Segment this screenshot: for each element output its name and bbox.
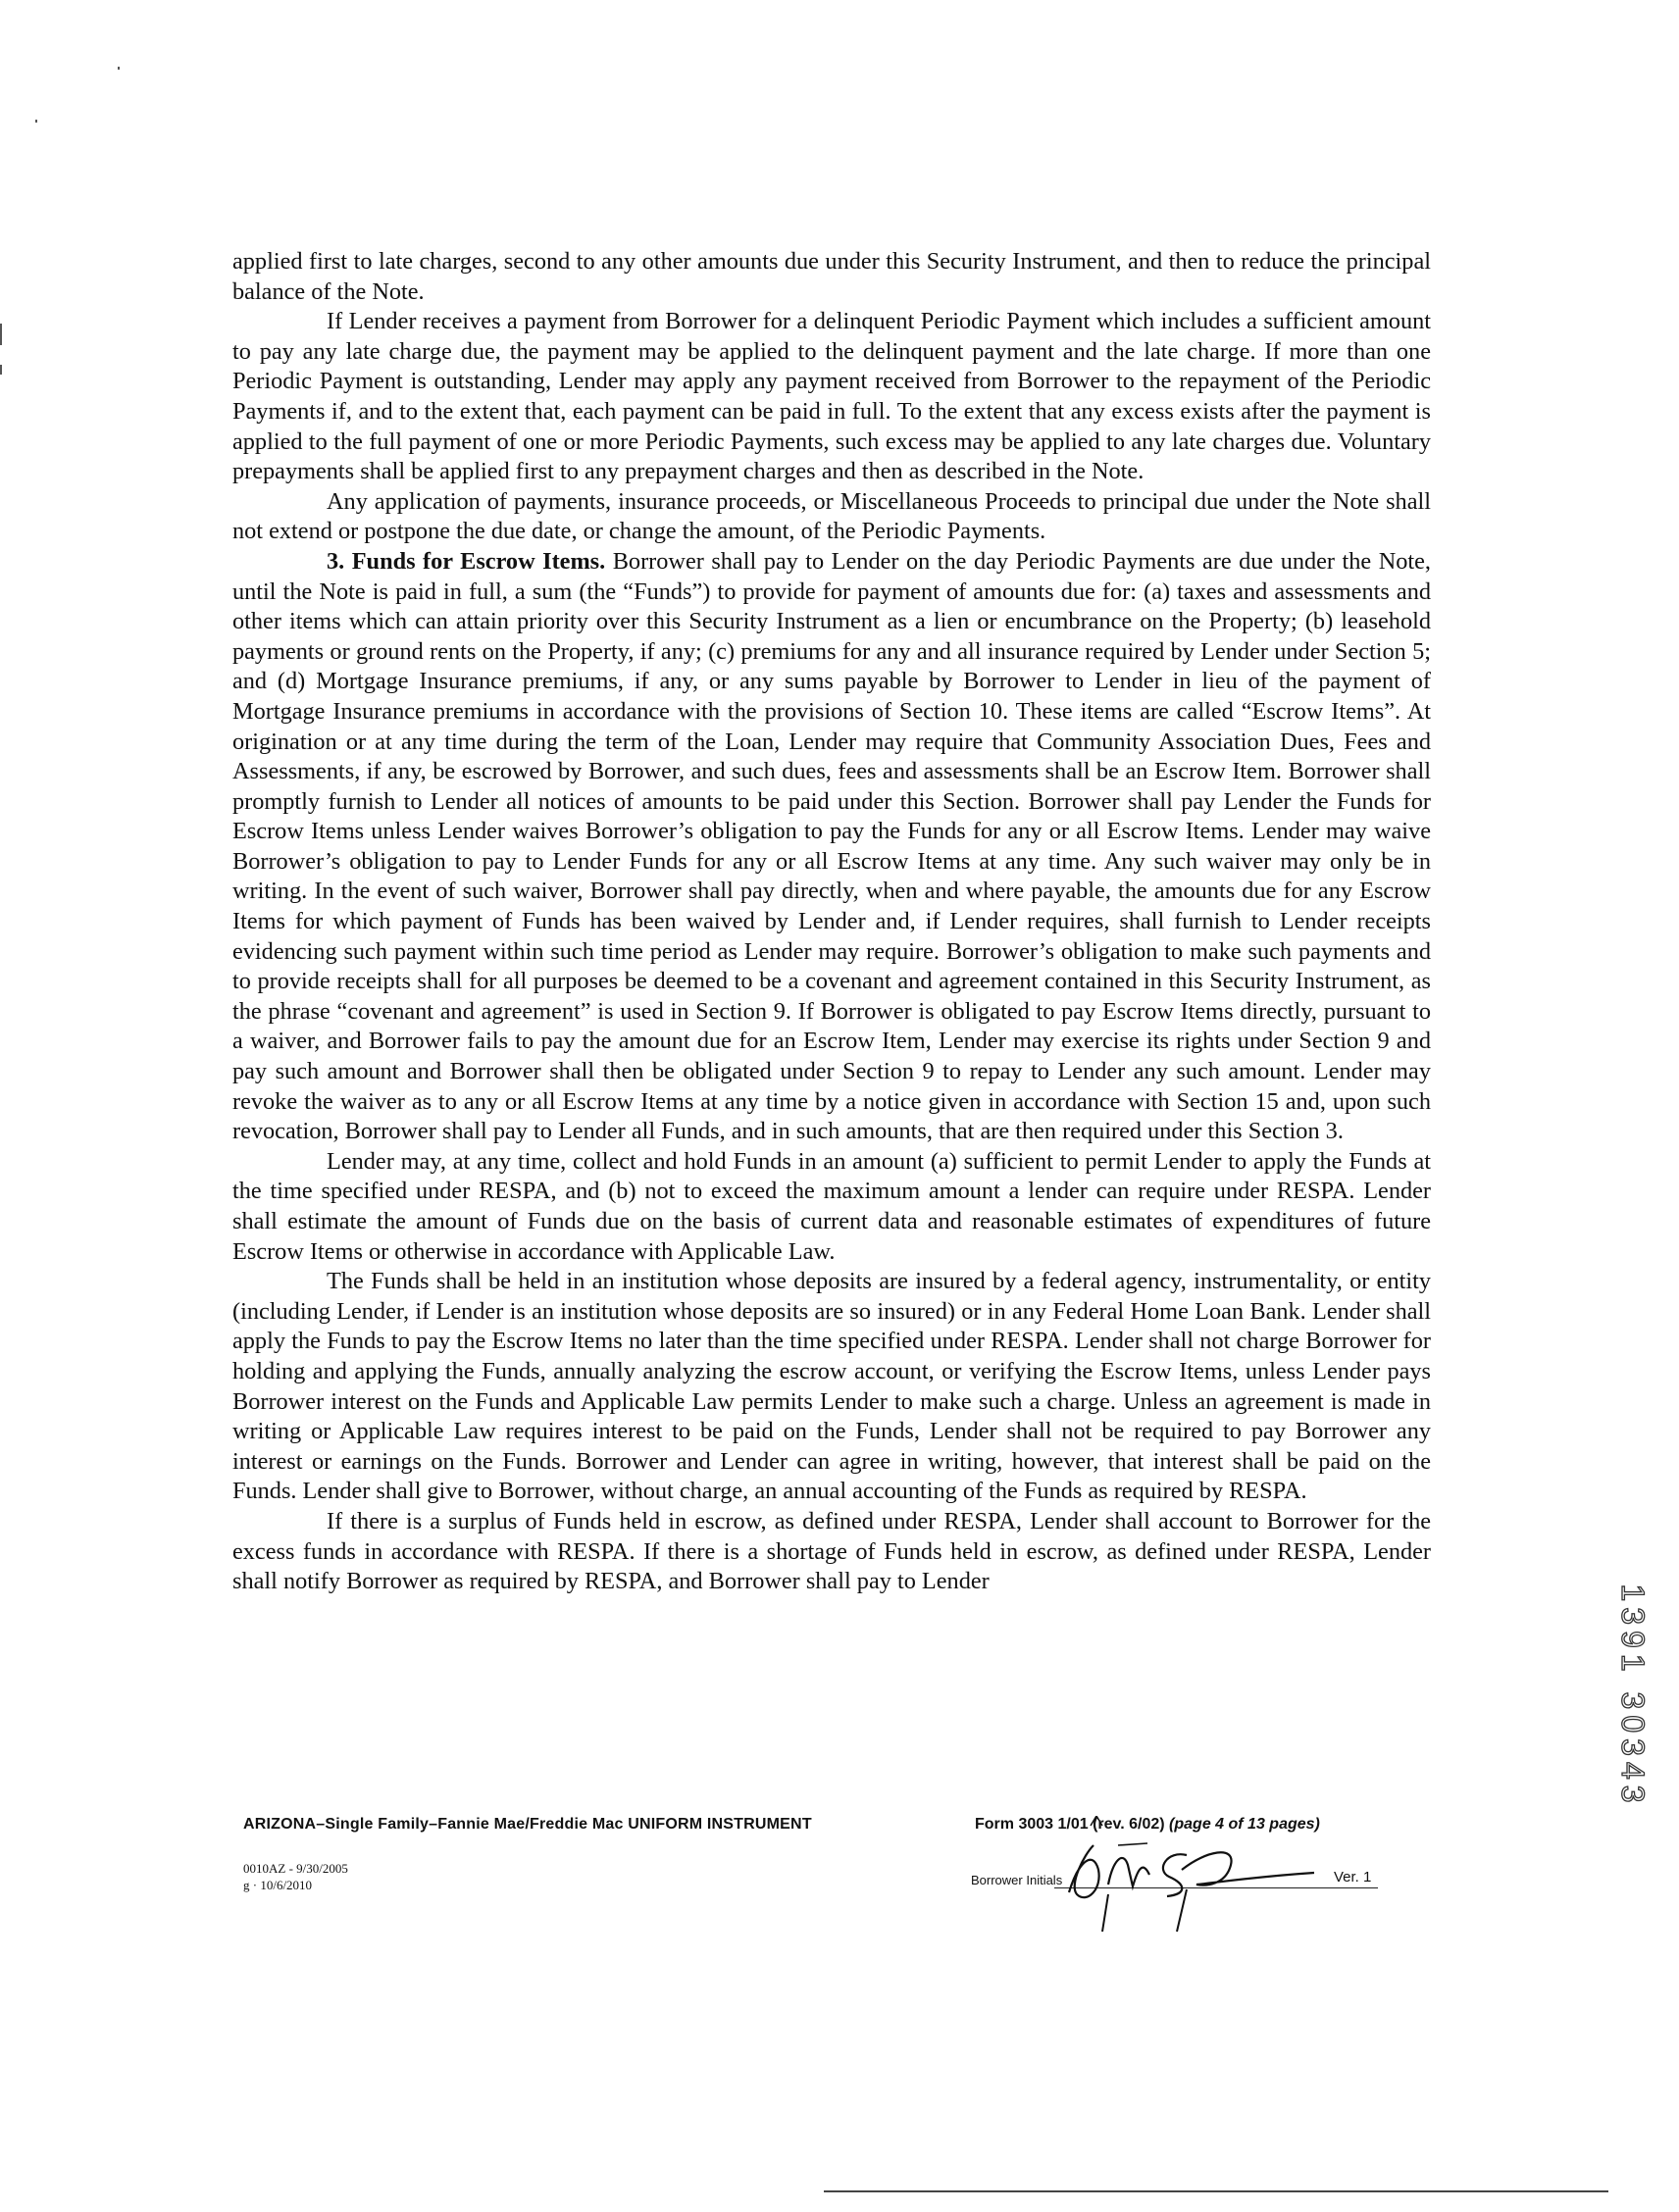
- paragraph-delinquent-payment: If Lender receives a payment from Borrower for a delinquent Periodic Payment which includes a sufficient amount to pay any late charge due, the payment may be applied to the delinquent payment and the late charge. If more than one Periodic Payment is outstanding, Lender may apply any payment received from Borrower to the repayment of the Periodic Payments if, and to the extent that, each payment can be paid in full. To the extent that any excess exists after the payment is applied to the full payment of one or more Periodic Payments, such excess may be applied to any late charges due. Voluntary prepayments shall be applied first to any prepayment charges and then as described in the Note.: [232, 308, 1431, 485]
- paragraph-section-3-escrow: [232, 547, 1431, 1147]
- scan-mark: [35, 120, 37, 123]
- scan-mark: [118, 67, 120, 70]
- form-number-text: Form 3003 1/01 (rev. 6/02): [975, 1816, 1165, 1833]
- form-title: ARIZONA–Single Family–Fannie Mae/Freddie Mac UNIFORM INSTRUMENT: [243, 1816, 812, 1833]
- paragraph-collect-funds: Lender may, at any time, collect and hold Funds in an amount (a) sufficient to permit Lender to apply the Funds at the time specified under RESPA, and (b) not to exceed the maximum amount a lender can require under RESPA. Lender shall estimate the amount of Funds due on the basis of current data and reasonable estimates of expenditures of future Escrow Items or otherwise in accordance with Applicable Law.: [232, 1147, 1431, 1265]
- paragraph-funds-held: The Funds shall be held in an institution whose deposits are insured by a federal agency, instrumentality, or entity (including Lender, if Lender is an institution whose deposits are so insured) or in any Federal Home Loan Bank. Lender shall apply the Funds to pay the Escrow Items no later than the time specified under RESPA. Lender shall not charge Borrower for holding and applying the Funds, annually analyzing the escrow account, or verifying the Escrow Items, unless Lender pays Borrower interest on the Funds and Applicable Law permits Lender to make such a charge. Unless an agreement is made in writing or Applicable Law requires interest to be paid on the Funds, Lender shall not be required to pay Borrower any interest or earnings on the Funds. Borrower and Lender can agree in writing, however, that interest shall be paid on the Funds. Lender shall give to Borrower, without charge, an annual accounting of the Funds as required by RESPA.: [232, 1268, 1431, 1505]
- form-date-code: g · 10/6/2010: [243, 1878, 313, 1892]
- scan-mark: [0, 365, 2, 375]
- page-number: (page 4 of 13 pages): [1169, 1816, 1320, 1833]
- page-bottom-rule: [824, 2190, 1608, 2192]
- section-3-heading: 3. Funds for Escrow Items.: [327, 547, 606, 575]
- paragraph-surplus: If there is a surplus of Funds held in escrow, as defined under RESPA, Lender shall account to Borrower for the excess funds in accordance with RESPA. If there is a shortage of Funds held in escrow, as defined under RESPA, Lender shall notify Borrower as required by RESPA, and Borrower shall pay to Lender: [232, 1507, 1431, 1595]
- recording-stamp: [1608, 1569, 1657, 1824]
- document-body: [232, 247, 1431, 1597]
- form-code: 0010AZ - 9/30/2005: [243, 1861, 348, 1876]
- scan-mark: [0, 324, 2, 345]
- section-3-text: Borrower shall pay to Lender on the day Periodic Payments are due under the Note, until the Note is paid in full, a sum (the “Funds”) to provide for payment of amounts due for: (a) taxes and assessments and other items which can attain priority over this Security Instrument as a lien or encumbrance on the Property; (b) leasehold payments or ground rents on the Property, if any; (c) premiums for any and all insurance required by Lender under Section 5; and (d) Mortgage Insurance premiums, if any, or any sums payable by Borrower to Lender in lieu of the payment of Mortgage Insurance premiums in accordance with the provisions of Section 10. These items are called “Escrow Items”. At origination or at any time during the term of the Loan, Lender may require that Community Association Dues, Fees and Assessments, if any, be escrowed by Borrower, and such dues, fees and assessments shall be an Escrow Item. Borrower shall promptly furnish to Lender all notices of amounts to be paid under this Section. Borrower shall pay Lender the Funds for Escrow Items unless Lender waives Borrower’s obligation to pay the Funds for any or all Escrow Items. Lender may waive Borrower’s obligation to pay to Lender Funds for any or all Escrow Items at any time. Any such waiver may only be in writing. In the event of such waiver, Borrower shall pay directly, when and where payable, the amounts due for any Escrow Items for which payment of Funds has been waived by Lender and, if Lender requires, shall furnish to Lender receipts evidencing such payment within such time period as Lender may require. Borrower’s obligation to make such payments and to provide receipts shall for all purposes be deemed to be a covenant and agreement contained in this Security Instrument, as the phrase “covenant and agreement” is used in Section 9. If Borrower is obligated to pay Escrow Items directly, pursuant to a waiver, and Borrower fails to pay the amount due for an Escrow Item, Lender may exercise its rights under Section 9 and pay such amount and Borrower shall then be obligated under Section 9 to repay to Lender any such amount. Lender may revoke the waiver as to any or all Escrow Items at any time by a notice given in accordance with Section 15 and, upon such revocation, Borrower shall pay to Lender all Funds, and in such amounts, that are then required under this Section 3.: [232, 547, 1431, 1145]
- paragraph-application-of-payments: Any application of payments, insurance proceeds, or Miscellaneous Proceeds to principal due under the Note shall not extend or postpone the due date, or change the amount, of the Periodic Payments.: [232, 487, 1431, 545]
- borrower-initials-label: Borrower Initials: [971, 1873, 1063, 1887]
- paragraph-continuation: applied first to late charges, second to any other amounts due under this Security Instrument, and then to reduce the principal balance of the Note.: [232, 248, 1431, 305]
- handwritten-initials: [1040, 1816, 1324, 1934]
- version-label: Ver. 1: [1334, 1869, 1372, 1885]
- recording-number: 1391 30343: [1615, 1584, 1651, 1809]
